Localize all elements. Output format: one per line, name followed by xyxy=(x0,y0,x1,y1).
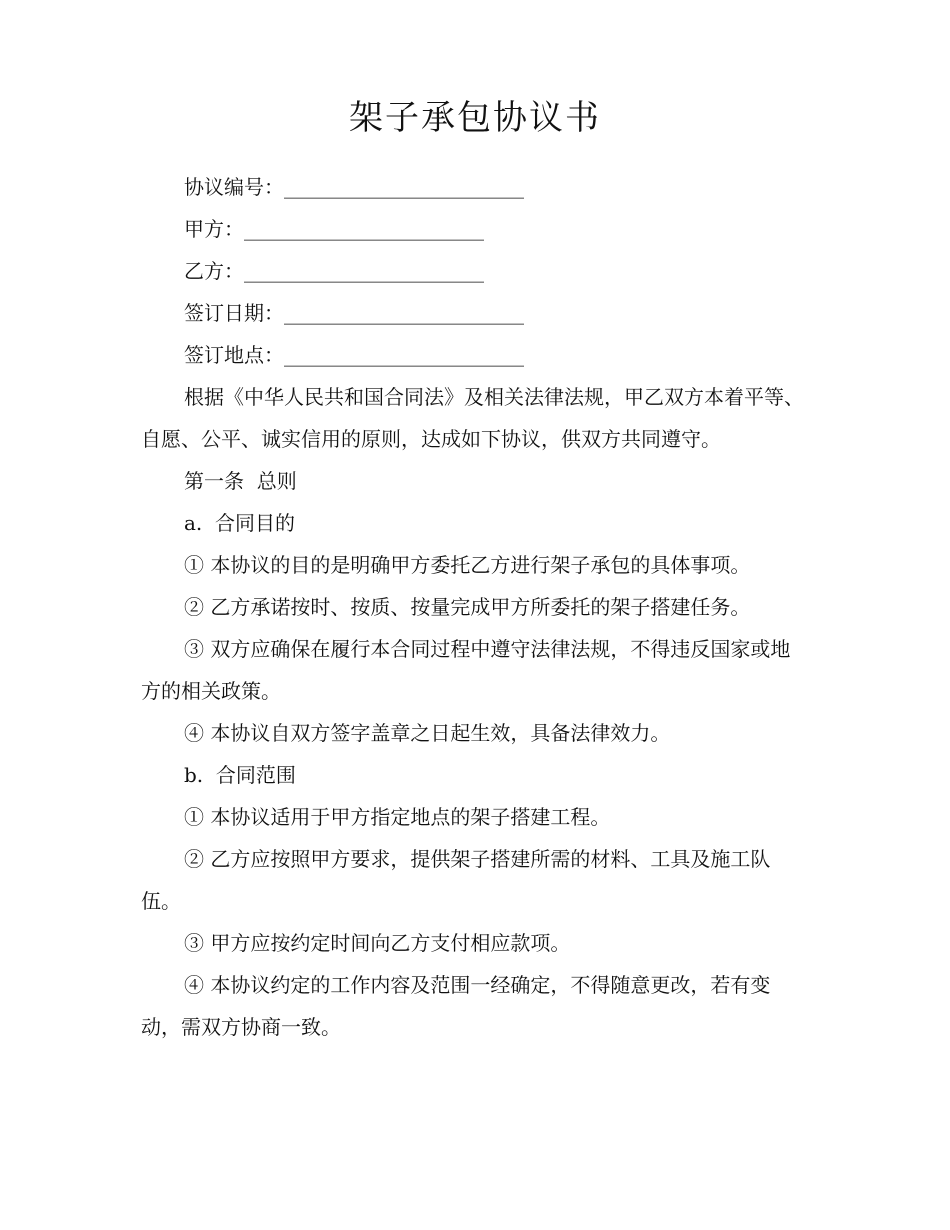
section-a-item-1: ① 本协议的目的是明确甲方委托乙方进行架子承包的具体事项。 xyxy=(184,553,751,577)
section-a-label: a. 合同目的 xyxy=(184,511,295,535)
document-body xyxy=(141,166,805,1048)
section-a-item-4: ④ 本协议自双方签字盖章之日起生效，具备法律效力。 xyxy=(184,721,671,745)
article-heading: 第一条 总则 xyxy=(184,469,297,493)
field-blank: ________________________ xyxy=(284,343,524,367)
field-label: 签订地点： xyxy=(184,343,284,367)
field-label: 签订日期： xyxy=(184,301,284,325)
section-a-item-3: ③ 双方应确保在履行本合同过程中遵守法律法规，不得违反国家或地方的相关政策。 xyxy=(141,637,791,703)
section-b-item-1: ① 本协议适用于甲方指定地点的架子搭建工程。 xyxy=(184,805,611,829)
section-b-label: b. 合同范围 xyxy=(184,763,296,787)
document-title: 架子承包协议书 xyxy=(349,98,601,138)
field-party-a xyxy=(141,208,805,250)
field-signing-date xyxy=(141,292,805,334)
field-party-b xyxy=(141,250,805,292)
section-b-item-2: ② 乙方应按照甲方要求，提供架子搭建所需的材料、工具及施工队伍。 xyxy=(141,847,771,913)
section-b-item-3: ③ 甲方应按约定时间向乙方支付相应款项。 xyxy=(184,931,571,955)
field-blank: ________________________ xyxy=(284,301,524,325)
section-b-item-4: ④ 本协议约定的工作内容及范围一经确定，不得随意更改，若有变动，需双方协商一致。 xyxy=(141,973,771,1039)
field-label: 协议编号： xyxy=(184,175,284,199)
field-blank: ________________________ xyxy=(244,259,484,283)
field-signing-place xyxy=(141,334,805,376)
intro-paragraph: 根据《中华人民共和国合同法》及相关法律法规，甲乙双方本着平等、自愿、公平、诚实信用的原则，达成如下协议，供双方共同遵守。 xyxy=(141,385,804,451)
field-label: 甲方： xyxy=(184,217,244,241)
field-agreement-number xyxy=(141,166,805,208)
field-blank: ________________________ xyxy=(284,175,524,199)
section-a-item-2: ② 乙方承诺按时、按质、按量完成甲方所委托的架子搭建任务。 xyxy=(184,595,751,619)
field-blank: ________________________ xyxy=(244,217,484,241)
field-label: 乙方： xyxy=(184,259,244,283)
